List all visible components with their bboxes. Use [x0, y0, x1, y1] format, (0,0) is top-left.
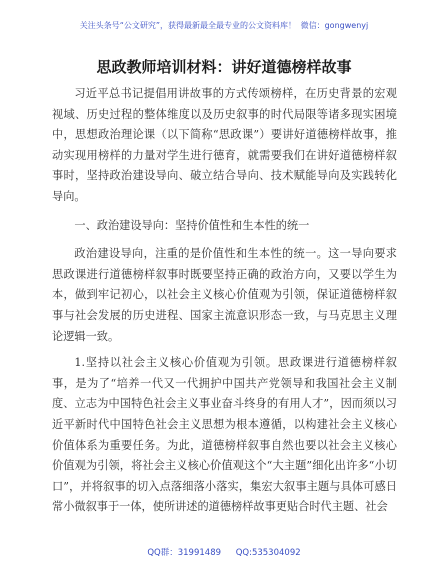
document-title: 思政教师培训材料：讲好道德榜样故事 [96, 58, 352, 76]
subsection-1-paragraph: 1.坚持以社会主义核心价值观为引领。思政课进行道德榜样叙事，是为了“培养一代又一代拥护中国共产党领导和我国社会主义制度、立志为中国特色社会主义事业奋斗终身的有用人才”，因而须以习近平新时代中国特色社会主义思想为根本遵循，以构建社会主义核心价值体系为重要任务。为此，道德榜样叙事自然也要以社会主义核心价值观为引领，将社会主义核心价值观这个“大主题”细化出许多“小切口”，并将叙事的切入点落细落小落实，集宏大叙事主题与具体可感日常小微叙事于一体，使所讲述的道德榜样故事更贴合时代主题、社会 [52, 356, 397, 514]
footer-qq-group: QQ群：31991489 [147, 548, 222, 558]
section-heading-1: 一、政治建设导向：坚持价值性和生本性的统一 [74, 218, 310, 232]
footer-qq: QQ:535304092 [235, 548, 301, 558]
document-body [52, 84, 397, 518]
footer-contact [0, 546, 448, 558]
section-1-paragraph: 政治建设导向，注重的是价值性和生本性的统一。这一导向要求思政课进行道德榜样叙事时既要坚持正确的政治方向，又要以学生为本，做到牢记初心，以社会主义核心价值观为引领，保证道德榜样叙事与社会发展的历史进程、国家主流意识形态一致，与马克思主义理论逻辑一致。 [52, 247, 397, 343]
header-wechat-text: 微信：gongwenyj [300, 21, 369, 30]
header-promo-text: 关注头条号“公文研究”，获得最新最全最专业的公文资料库！ [79, 21, 297, 30]
intro-paragraph: 习近平总书记提倡用讲故事的方式传颂榜样，在历史背景的宏观视域、历史过程的整体维度以及历史叙事的时代局限等诸多现实困境中，思想政治理论课（以下简称“思政课”）要讲好道德榜样故事，推动实现用榜样的力量对学生进行德育，就需要我们在讲好道德榜样叙事时，坚持政治建设导向、破立结合导向、技术赋能导向及实践转化导向。 [52, 87, 397, 203]
header-promo-note [0, 20, 448, 31]
